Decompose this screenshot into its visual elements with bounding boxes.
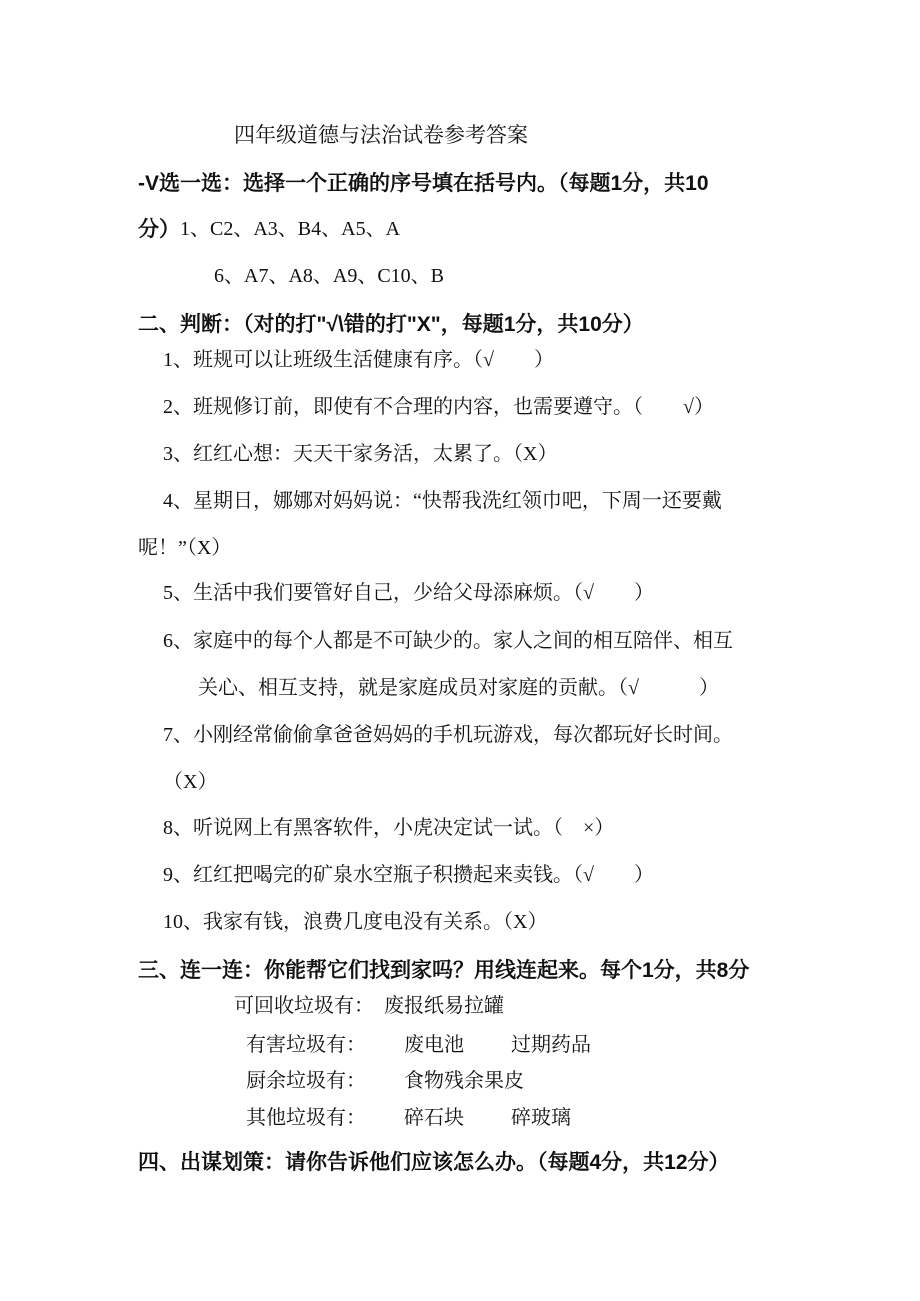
page-title: 四年级道德与法治试卷参考答案 [234, 124, 528, 147]
judgement-item-cont: 呢！”（X） [138, 537, 232, 559]
section1-answers-line2: 6、A7、A8、A9、C10、B [214, 265, 445, 287]
section3-heading: 三、连一连：你能帮它们找到家吗？用线连起来。每个1分，共8分 [138, 959, 750, 982]
judgement-item: 2、班规修订前，即使有不合理的内容，也需要遵守。（ √） [163, 396, 714, 418]
section2-heading: 二、判断：（对的打"√\错的打"X"，每题1分，共10分） [138, 313, 644, 336]
waste-item: 废报纸易拉罐 [384, 995, 504, 1017]
judgement-item: 3、红红心想：天天干家务活，太累了。（X） [163, 443, 558, 465]
waste-item: 废电池 [404, 1034, 464, 1056]
section1-heading-cont: 分） [138, 218, 180, 241]
judgement-item: 4、星期日，娜娜对妈妈说：“快帮我洗红领巾吧，下周一还要戴 [163, 490, 722, 512]
judgement-item: 6、家庭中的每个人都是不可缺少的。家人之间的相互陪伴、相互 [163, 630, 733, 652]
judgement-item: 7、小刚经常偷偷拿爸爸妈妈的手机玩游戏，每次都玩好长时间。 [163, 724, 733, 746]
judgement-item: 8、听说网上有黑客软件，小虎决定试一试。（ ×） [163, 817, 615, 839]
judgement-item: 1、班规可以让班级生活健康有序。（√ ） [163, 349, 554, 371]
section1-answers-line1: 1、C2、A3、B4、A5、A [180, 218, 401, 240]
waste-item: 过期药品 [511, 1034, 591, 1056]
waste-item: 食物残余果皮 [404, 1070, 524, 1092]
waste-category-label: 有害垃圾有： [246, 1034, 366, 1056]
waste-item: 碎玻璃 [511, 1107, 571, 1129]
waste-category-label: 厨余垃圾有： [246, 1070, 366, 1092]
section4-heading: 四、出谋划策：请你告诉他们应该怎么办。（每题4分，共12分） [138, 1151, 730, 1174]
waste-item: 碎石块 [404, 1107, 464, 1129]
waste-category-label: 其他垃圾有： [246, 1107, 366, 1129]
section1-heading: -V选一选：选择一个正确的序号填在括号内。（每题1分，共10 [138, 172, 709, 195]
judgement-item-cont: 关心、相互支持，就是家庭成员对家庭的贡献。（√ ） [198, 677, 719, 699]
judgement-item-cont: （X） [163, 771, 218, 793]
judgement-item: 9、红红把喝完的矿泉水空瓶子积攒起来卖钱。（√ ） [163, 864, 654, 886]
judgement-item: 5、生活中我们要管好自己，少给父母添麻烦。（√ ） [163, 582, 654, 604]
waste-category-label: 可回收垃圾有： [234, 995, 374, 1017]
judgement-item: 10、我家有钱，浪费几度电没有关系。（X） [163, 911, 548, 933]
